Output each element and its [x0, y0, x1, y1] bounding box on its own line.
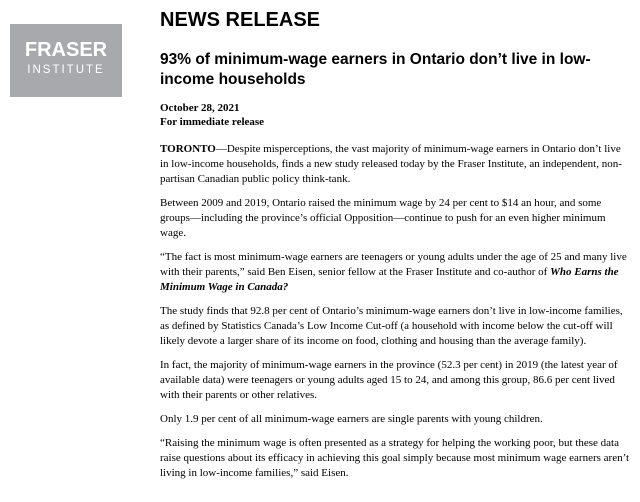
paragraph-3: [160, 250, 630, 295]
paragraph-1-text: —Despite misperceptions, the vast majority of minimum-wage earners in Ontario don’t live in low-income households, finds a new study released today by the Fraser Institute, an independent, non-partisan Canadian public policy think-tank.: [160, 143, 622, 185]
article-body: [160, 142, 630, 490]
logo-sub-text: INSTITUTE: [27, 64, 105, 76]
paragraph-4: The study finds that 92.8 per cent of Ontario’s minimum-wage earners don’t live in low-income families, as defined by Statistics Canada’s Low Income Cut-off (a household with income below the cut-off will likely devote a larger share of its income on food, clothing and housing than the average family).: [160, 305, 623, 347]
report-title: Who Earns the Minimum Wage in Canada?: [160, 266, 619, 293]
logo-main-text: FRASER: [24, 39, 108, 61]
paragraph-6: Only 1.9 per cent of all minimum-wage earners are single parents with young children.: [160, 413, 543, 425]
paragraph-1: [160, 142, 630, 187]
paragraph-5: In fact, the majority of minimum-wage earners in the province (52.3 per cent) in 2019 (the latest year of available data) were teenagers or young adults aged 15 to 24, and among this group, 86.6 per cent lived with their parents or other relatives.: [160, 359, 618, 401]
paragraph-7: “Raising the minimum wage is often presented as a strategy for helping the working poor, but these data raise questions about its efficacy in achieving this goal simply because most minimum wage earners aren’t living in low-income families,” said Eisen.: [160, 437, 630, 479]
release-note: For immediate release: [160, 116, 265, 128]
paragraph-2: Between 2009 and 2019, Ontario raised the minimum wage by 24 per cent to $14 an hour, and some groups—including the province’s official Opposition—continue to push for an even higher minimum wage.: [160, 197, 606, 239]
news-release-label: NEWS RELEASE: [160, 9, 321, 31]
release-date: October 28, 2021: [160, 102, 240, 114]
paragraph-3-text: “The fact is most minimum-wage earners are teenagers or young adults under the age of 25 and many live with their parents,” said Ben Eisen, senior fellow at the Fraser Institute and co-author of: [160, 251, 627, 278]
date-block: [160, 101, 264, 129]
fraser-institute-logo: [10, 24, 122, 97]
dateline: TORONTO: [160, 143, 216, 155]
headline: 93% of minimum-wage earners in Ontario don’t live in low-income households: [160, 51, 591, 88]
